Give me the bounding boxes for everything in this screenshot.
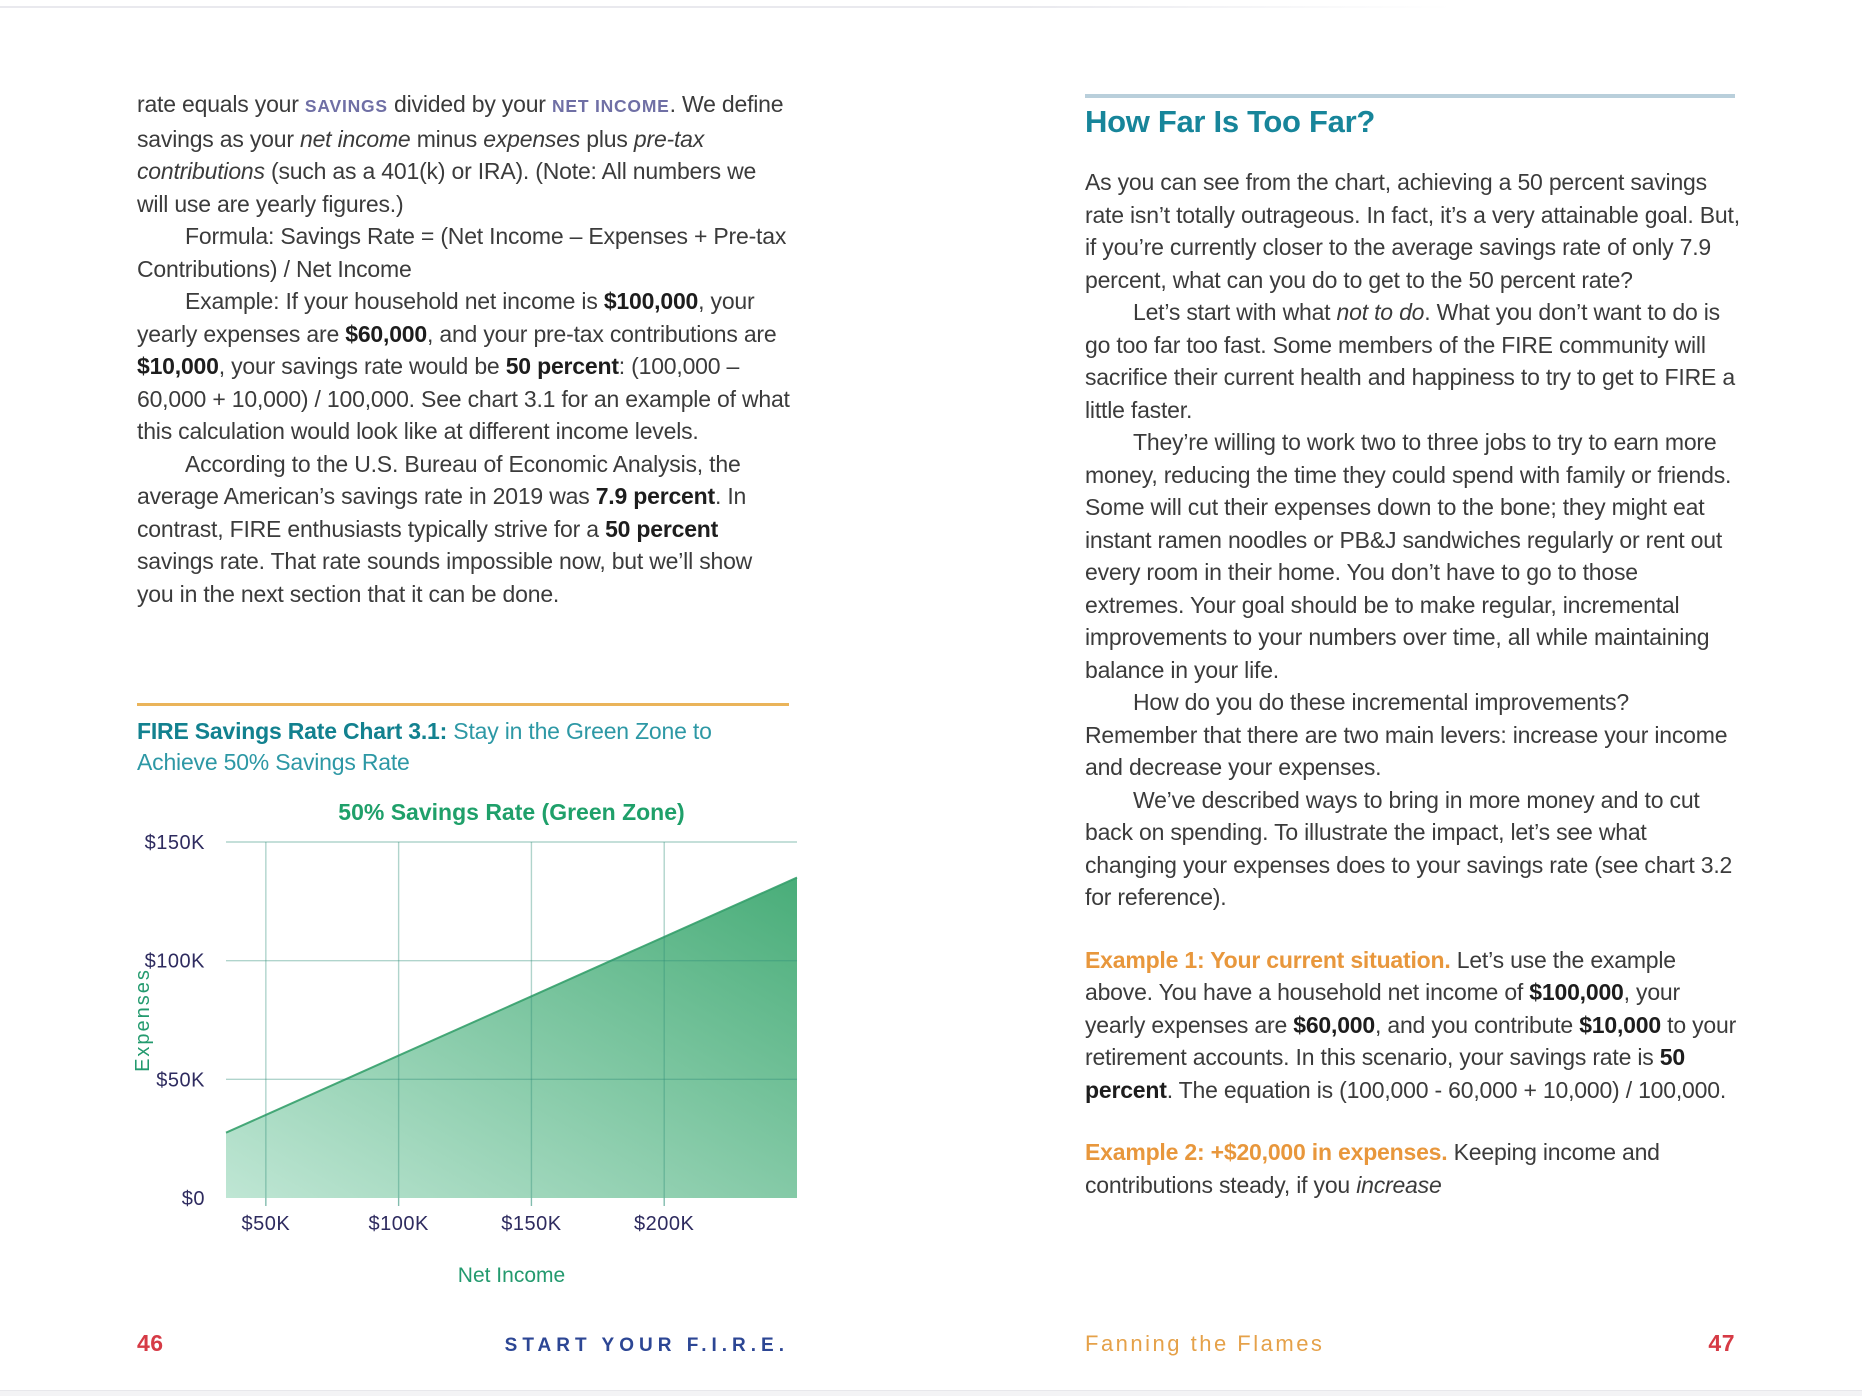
- paragraph: Example: If your household net income is $100,000, your yearly expenses are $60,000, and your pre-tax contributions are $10,000, your savings rate would be 50 percent: (100,000 – 60,000 + 10,000) / 100,000. See chart 3.1 for an example of what this calculation would look like at different income levels.: [137, 288, 790, 444]
- y-axis-label: Expenses: [132, 968, 154, 1072]
- chart-title: 50% Savings Rate (Green Zone): [338, 799, 685, 825]
- paragraph: How do you do these incremental improvements? Remember that there are two main levers: increase your income and decrease your expenses.: [1085, 689, 1728, 780]
- left-page-body: [137, 88, 792, 610]
- paragraph: According to the U.S. Bureau of Economic Analysis, the average American’s savings rate in 2019 was 7.9 percent. In contrast, FIRE enthusiasts typically strive for a 50 percent savings rate. That rate sounds impossible now, but we’ll show you in the next section that it can be done.: [137, 450, 753, 607]
- x-tick-label: $150K: [501, 1213, 562, 1235]
- right-page-footer: [1085, 1330, 1735, 1357]
- left-page-footer: [137, 1330, 789, 1357]
- green-zone-area: [226, 878, 797, 1198]
- chart-divider-rule: [137, 703, 789, 706]
- savings-rate-chart: [115, 790, 815, 1310]
- section-heading-rule: [1085, 94, 1735, 98]
- chart-caption-label: FIRE Savings Rate Chart 3.1:: [137, 718, 448, 744]
- paragraph: Example 1: Your current situation. Let’s use the example above. You have a household net income of $100,000, your yearly expenses are $60,000, and you contribute $10,000 to your retirement accounts. In this scenario, your savings rate is 50 percent. The equation is (100,000 - 60,000 + 10,000) / 100,000.: [1085, 946, 1737, 1103]
- x-tick-label: $100K: [368, 1213, 429, 1235]
- paragraph: rate equals your SAVINGS divided by your NET INCOME. We define savings as your net income minus expenses plus pre-tax contributions (such as a 401(k) or IRA). (Note: All numbers we will use are yearly figures.): [137, 91, 784, 217]
- paragraph: We’ve described ways to bring in more money and to cut back on spending. To illustrate the impact, let’s see what changing your expenses does to your savings rate (see chart 3.2 for reference).: [1085, 786, 1733, 910]
- running-footer-left: START YOUR F.I.R.E.: [504, 1335, 789, 1356]
- right-page-body: [1085, 166, 1740, 1201]
- y-tick-label: $100K: [144, 950, 205, 973]
- x-axis-label: Net Income: [457, 1264, 566, 1287]
- running-footer-right: Fanning the Flames: [1085, 1331, 1325, 1356]
- y-tick-label: $50K: [156, 1069, 205, 1092]
- page-number-right: 47: [1708, 1330, 1735, 1356]
- x-tick-label: $50K: [241, 1213, 291, 1235]
- page-right: [931, 0, 1862, 1396]
- paragraph: As you can see from the chart, achieving a 50 percent savings rate isn’t totally outrageous. In fact, it’s a very attainable goal. But, if you’re currently closer to the average savings rate of only 7.9 percent, what can you do to get to the 50 percent rate?: [1085, 169, 1740, 293]
- y-tick-label: $0: [181, 1188, 205, 1210]
- paragraph: Formula: Savings Rate = (Net Income – Expenses + Pre-tax Contributions) / Net Income: [137, 223, 787, 282]
- page-number-left: 46: [137, 1330, 164, 1356]
- y-tick-label: $150K: [144, 832, 205, 854]
- paragraph: Let’s start with what not to do. What you don’t want to do is go too far too fast. Some members of the FIRE community will sacrifice their current health and happiness to try to get to FIRE a little faster.: [1085, 299, 1735, 423]
- x-tick-label: $200K: [634, 1213, 695, 1235]
- chart-svg: [115, 790, 815, 1310]
- section-heading: How Far Is Too Far?: [1085, 104, 1375, 139]
- paragraph: Example 2: +$20,000 in expenses. Keeping income and contributions steady, if you increase: [1085, 1139, 1660, 1198]
- paragraph: They’re willing to work two to three jobs to try to earn more money, reducing the time they could spend with family or friends. Some will cut their expenses down to the bone; they might eat instant ramen noodles or PB&J sandwiches regularly or rent out every room in their home. You don’t have to go to those extremes. Your goal should be to make regular, incremental improvements to your numbers over time, all while maintaining balance in your life.: [1085, 429, 1732, 683]
- chart-caption-text: Stay in the Green Zone to Achieve 50% Savings Rate: [137, 718, 712, 775]
- chart-caption: [137, 716, 792, 778]
